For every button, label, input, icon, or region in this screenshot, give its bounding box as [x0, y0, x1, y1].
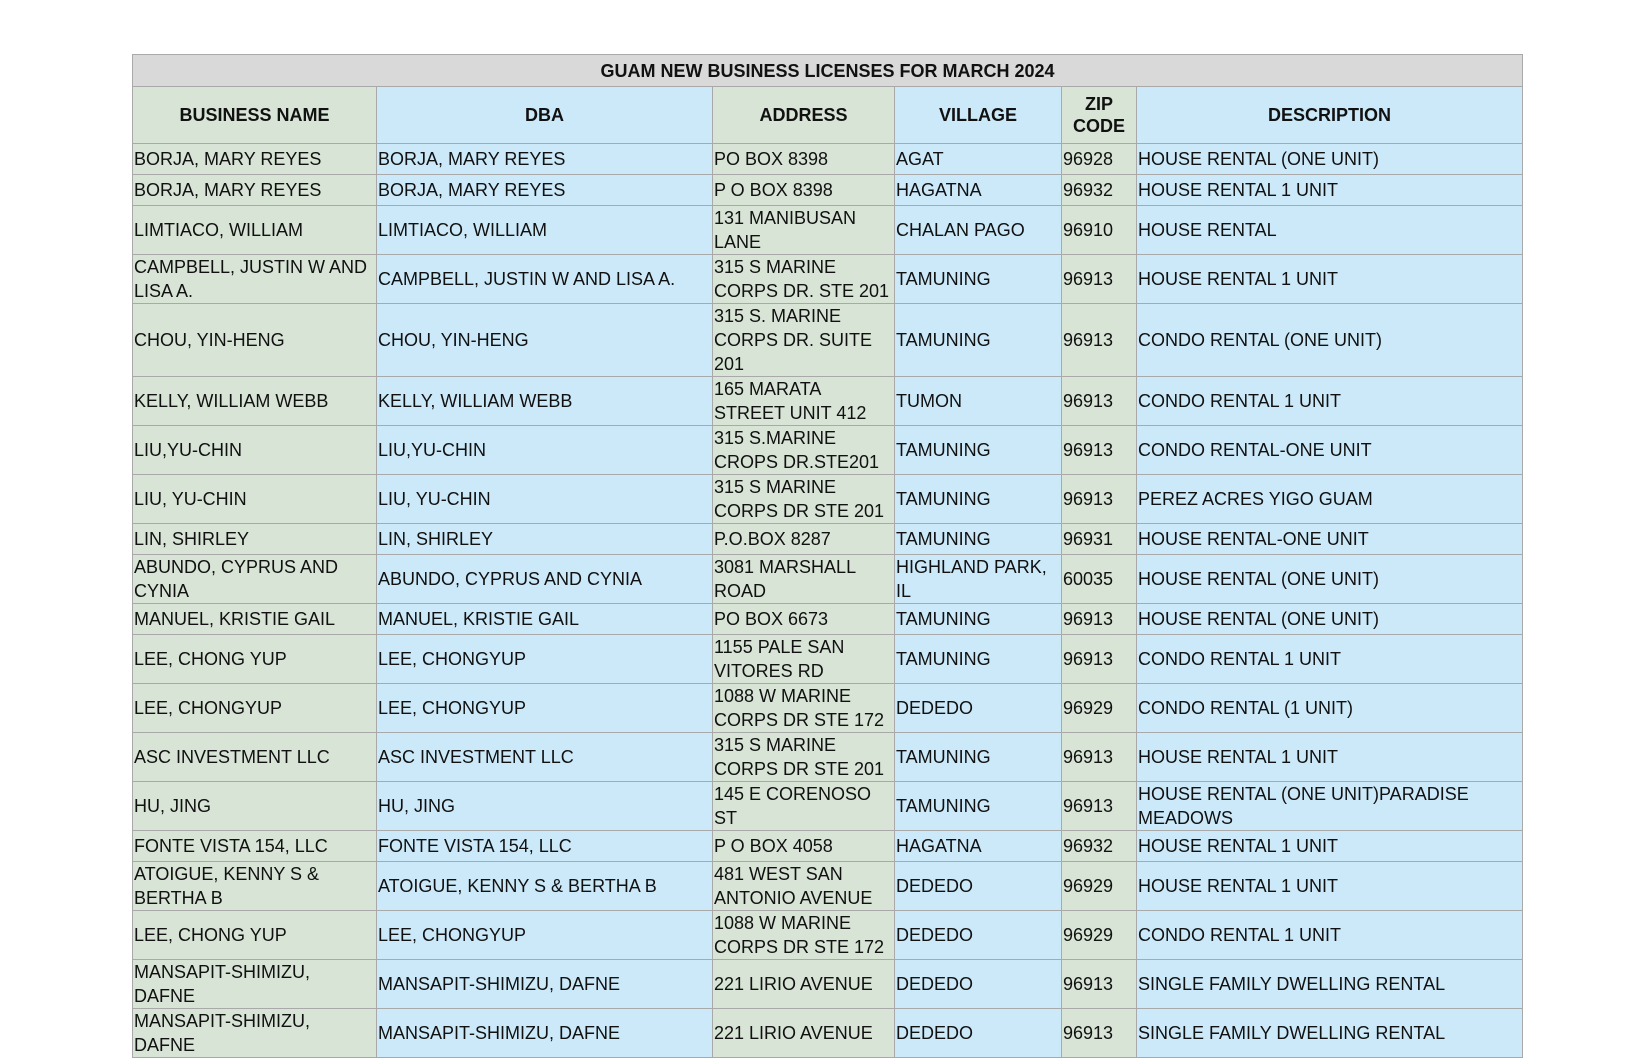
cell-business-name: FONTE VISTA 154, LLC [133, 831, 377, 862]
header-zip-line2: CODE [1072, 116, 1125, 136]
cell-business-name: MANSAPIT-SHIMIZU, DAFNE [133, 960, 377, 1009]
cell-village: TAMUNING [895, 304, 1062, 377]
cell-dba: FONTE VISTA 154, LLC [377, 831, 713, 862]
table-row [133, 604, 1523, 635]
cell-zip-code: 96913 [1062, 255, 1137, 304]
cell-village: TAMUNING [895, 635, 1062, 684]
cell-zip-code: 96910 [1062, 206, 1137, 255]
cell-business-name: BORJA, MARY REYES [133, 144, 377, 175]
cell-zip-code: 96913 [1062, 377, 1137, 426]
table-row [133, 635, 1523, 684]
table-row [133, 862, 1523, 911]
cell-description: HOUSE RENTAL [1137, 206, 1523, 255]
cell-zip-code: 96913 [1062, 733, 1137, 782]
cell-village: DEDEDO [895, 911, 1062, 960]
cell-dba: BORJA, MARY REYES [377, 144, 713, 175]
cell-zip-code: 96913 [1062, 635, 1137, 684]
cell-address: 1155 PALE SAN VITORES RD [713, 635, 895, 684]
cell-description: HOUSE RENTAL (ONE UNIT)PARADISE MEADOWS [1137, 782, 1523, 831]
cell-village: TAMUNING [895, 426, 1062, 475]
header-dba: DBA [377, 87, 713, 144]
cell-village: DEDEDO [895, 684, 1062, 733]
cell-business-name: MANUEL, KRISTIE GAIL [133, 604, 377, 635]
cell-dba: ASC INVESTMENT LLC [377, 733, 713, 782]
cell-address: 315 S.MARINE CROPS DR.STE201 [713, 426, 895, 475]
cell-business-name: CHOU, YIN-HENG [133, 304, 377, 377]
cell-description: CONDO RENTAL (1 UNIT) [1137, 684, 1523, 733]
cell-business-name: BORJA, MARY REYES [133, 175, 377, 206]
cell-description: CONDO RENTAL 1 UNIT [1137, 911, 1523, 960]
cell-dba: CHOU, YIN-HENG [377, 304, 713, 377]
cell-village: DEDEDO [895, 1009, 1062, 1058]
cell-business-name: ASC INVESTMENT LLC [133, 733, 377, 782]
cell-description: HOUSE RENTAL 1 UNIT [1137, 733, 1523, 782]
cell-address: PO BOX 8398 [713, 144, 895, 175]
cell-zip-code: 96913 [1062, 1009, 1137, 1058]
cell-business-name: CAMPBELL, JUSTIN W AND LISA A. [133, 255, 377, 304]
cell-dba: LIU, YU-CHIN [377, 475, 713, 524]
table-body [133, 144, 1523, 1058]
table-row [133, 733, 1523, 782]
cell-village: DEDEDO [895, 862, 1062, 911]
cell-dba: MANSAPIT-SHIMIZU, DAFNE [377, 1009, 713, 1058]
cell-description: CONDO RENTAL 1 UNIT [1137, 377, 1523, 426]
cell-zip-code: 96929 [1062, 684, 1137, 733]
business-licenses-table [132, 54, 1523, 1058]
cell-village: TAMUNING [895, 782, 1062, 831]
cell-business-name: LIMTIACO, WILLIAM [133, 206, 377, 255]
cell-village: TAMUNING [895, 524, 1062, 555]
cell-address: 221 LIRIO AVENUE [713, 960, 895, 1009]
cell-dba: MANUEL, KRISTIE GAIL [377, 604, 713, 635]
cell-address: 131 MANIBUSAN LANE [713, 206, 895, 255]
cell-dba: MANSAPIT-SHIMIZU, DAFNE [377, 960, 713, 1009]
cell-address: P.O.BOX 8287 [713, 524, 895, 555]
cell-business-name: LIN, SHIRLEY [133, 524, 377, 555]
cell-address: P O BOX 4058 [713, 831, 895, 862]
table-row [133, 175, 1523, 206]
table-row [133, 831, 1523, 862]
header-village: VILLAGE [895, 87, 1062, 144]
cell-business-name: KELLY, WILLIAM WEBB [133, 377, 377, 426]
cell-village: TAMUNING [895, 475, 1062, 524]
cell-description: SINGLE FAMILY DWELLING RENTAL [1137, 960, 1523, 1009]
cell-village: HAGATNA [895, 175, 1062, 206]
cell-zip-code: 96913 [1062, 426, 1137, 475]
table-header-row [133, 87, 1523, 144]
cell-description: HOUSE RENTAL 1 UNIT [1137, 831, 1523, 862]
cell-zip-code: 96913 [1062, 960, 1137, 1009]
cell-dba: LIU,YU-CHIN [377, 426, 713, 475]
cell-description: CONDO RENTAL-ONE UNIT [1137, 426, 1523, 475]
table-title-row [133, 55, 1523, 87]
cell-zip-code: 96913 [1062, 304, 1137, 377]
cell-business-name: LIU, YU-CHIN [133, 475, 377, 524]
table-row [133, 206, 1523, 255]
cell-address: 315 S. MARINE CORPS DR. SUITE 201 [713, 304, 895, 377]
header-description: DESCRIPTION [1137, 87, 1523, 144]
cell-zip-code: 96932 [1062, 831, 1137, 862]
cell-description: HOUSE RENTAL (ONE UNIT) [1137, 144, 1523, 175]
cell-zip-code: 96929 [1062, 911, 1137, 960]
cell-village: CHALAN PAGO [895, 206, 1062, 255]
cell-address: PO BOX 6673 [713, 604, 895, 635]
cell-description: CONDO RENTAL 1 UNIT [1137, 635, 1523, 684]
cell-dba: LEE, CHONGYUP [377, 684, 713, 733]
cell-address: 1088 W MARINE CORPS DR STE 172 [713, 911, 895, 960]
cell-description: CONDO RENTAL (ONE UNIT) [1137, 304, 1523, 377]
table-row [133, 911, 1523, 960]
cell-village: HIGHLAND PARK, IL [895, 555, 1062, 604]
cell-dba: LEE, CHONGYUP [377, 635, 713, 684]
table-row [133, 304, 1523, 377]
header-zip-code [1062, 87, 1137, 144]
cell-business-name: HU, JING [133, 782, 377, 831]
cell-village: DEDEDO [895, 960, 1062, 1009]
cell-dba: HU, JING [377, 782, 713, 831]
cell-dba: LIN, SHIRLEY [377, 524, 713, 555]
cell-address: 3081 MARSHALL ROAD [713, 555, 895, 604]
cell-zip-code: 96913 [1062, 475, 1137, 524]
cell-address: 315 S MARINE CORPS DR STE 201 [713, 475, 895, 524]
cell-address: 1088 W MARINE CORPS DR STE 172 [713, 684, 895, 733]
cell-address: 145 E CORENOSO ST [713, 782, 895, 831]
cell-description: HOUSE RENTAL-ONE UNIT [1137, 524, 1523, 555]
cell-village: TAMUNING [895, 604, 1062, 635]
cell-description: SINGLE FAMILY DWELLING RENTAL [1137, 1009, 1523, 1058]
cell-business-name: LEE, CHONG YUP [133, 635, 377, 684]
cell-zip-code: 96928 [1062, 144, 1137, 175]
cell-business-name: LEE, CHONG YUP [133, 911, 377, 960]
header-address: ADDRESS [713, 87, 895, 144]
table-row [133, 1009, 1523, 1058]
cell-description: HOUSE RENTAL 1 UNIT [1137, 175, 1523, 206]
table-row [133, 555, 1523, 604]
cell-village: TUMON [895, 377, 1062, 426]
cell-address: 221 LIRIO AVENUE [713, 1009, 895, 1058]
table-row [133, 144, 1523, 175]
cell-dba: LEE, CHONGYUP [377, 911, 713, 960]
cell-zip-code: 96931 [1062, 524, 1137, 555]
cell-dba: ABUNDO, CYPRUS AND CYNIA [377, 555, 713, 604]
cell-zip-code: 96913 [1062, 604, 1137, 635]
cell-zip-code: 60035 [1062, 555, 1137, 604]
cell-dba: LIMTIACO, WILLIAM [377, 206, 713, 255]
table-row [133, 684, 1523, 733]
cell-address: 315 S MARINE CORPS DR. STE 201 [713, 255, 895, 304]
cell-business-name: ATOIGUE, KENNY S & BERTHA B [133, 862, 377, 911]
header-business-name: BUSINESS NAME [133, 87, 377, 144]
cell-address: 315 S MARINE CORPS DR STE 201 [713, 733, 895, 782]
table-row [133, 255, 1523, 304]
cell-business-name: ABUNDO, CYPRUS AND CYNIA [133, 555, 377, 604]
cell-village: TAMUNING [895, 733, 1062, 782]
cell-description: HOUSE RENTAL (ONE UNIT) [1137, 604, 1523, 635]
header-zip-line1: ZIP [1084, 94, 1113, 114]
cell-description: HOUSE RENTAL (ONE UNIT) [1137, 555, 1523, 604]
cell-village: TAMUNING [895, 255, 1062, 304]
cell-zip-code: 96913 [1062, 782, 1137, 831]
cell-business-name: LEE, CHONGYUP [133, 684, 377, 733]
cell-village: HAGATNA [895, 831, 1062, 862]
table-title: GUAM NEW BUSINESS LICENSES FOR MARCH 2024 [133, 55, 1523, 87]
cell-description: HOUSE RENTAL 1 UNIT [1137, 255, 1523, 304]
cell-dba: ATOIGUE, KENNY S & BERTHA B [377, 862, 713, 911]
cell-business-name: MANSAPIT-SHIMIZU, DAFNE [133, 1009, 377, 1058]
cell-dba: KELLY, WILLIAM WEBB [377, 377, 713, 426]
cell-village: AGAT [895, 144, 1062, 175]
cell-dba: CAMPBELL, JUSTIN W AND LISA A. [377, 255, 713, 304]
table-row [133, 524, 1523, 555]
cell-description: HOUSE RENTAL 1 UNIT [1137, 862, 1523, 911]
cell-address: 481 WEST SAN ANTONIO AVENUE [713, 862, 895, 911]
table-row [133, 960, 1523, 1009]
cell-zip-code: 96929 [1062, 862, 1137, 911]
cell-zip-code: 96932 [1062, 175, 1137, 206]
table-row [133, 475, 1523, 524]
cell-address: 165 MARATA STREET UNIT 412 [713, 377, 895, 426]
cell-dba: BORJA, MARY REYES [377, 175, 713, 206]
cell-business-name: LIU,YU-CHIN [133, 426, 377, 475]
cell-address: P O BOX 8398 [713, 175, 895, 206]
cell-description: PEREZ ACRES YIGO GUAM [1137, 475, 1523, 524]
table-row [133, 782, 1523, 831]
table-row [133, 426, 1523, 475]
table-row [133, 377, 1523, 426]
